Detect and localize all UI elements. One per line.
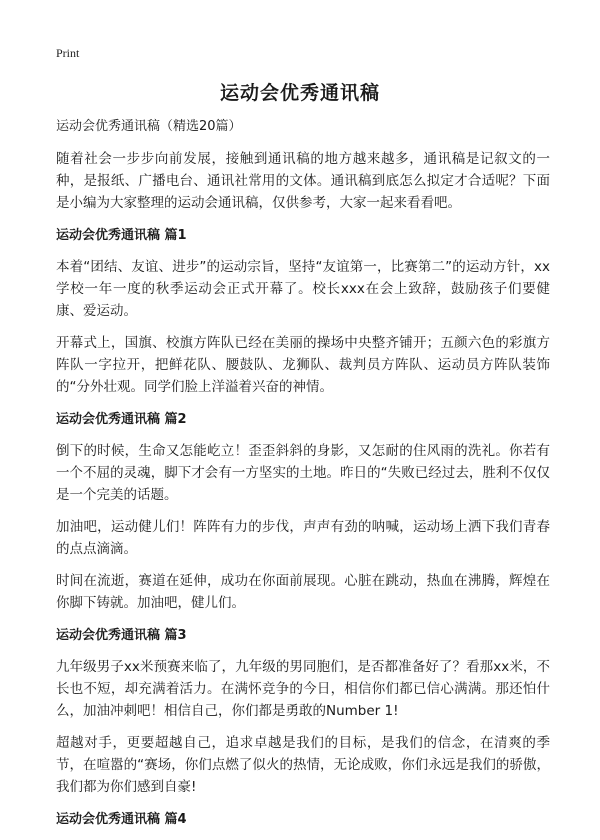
section-1: [56, 226, 550, 398]
section-paragraph: 倒下的时候，生命又怎能屹立！歪歪斜斜的身影，又怎耐的住风雨的洗礼。你若有一个不屈的灵魂，脚下才会有一方坚实的土地。昨日的“失败已经过去，胜利不仅仅是一个完美的话题。: [56, 443, 550, 503]
document-title: 运动会优秀通讯稿: [219, 82, 380, 104]
section-paragraph: 本着“团结、友谊、进步”的运动宗旨，坚持“友谊第一，比赛第二”的运动方针，xx学校一年一度的秋季运动会正式开幕了。校长xxx在会上致辞，鼓励孩子们要健康、爱运动。: [56, 259, 550, 319]
section-paragraph: 开幕式上，国旗、校旗方阵队已经在美丽的操场中央整齐铺开；五颜六色的彩旗方阵队一字拉开，把鲜花队、腰鼓队、龙狮队、裁判员方阵队、运动员方阵队装饰的“分外壮观。同学们脸上洋溢着兴奋的神情。: [56, 335, 550, 395]
section-heading: 运动会优秀通讯稿 篇3: [56, 628, 187, 643]
section-paragraph: 时间在流逝，赛道在延伸，成功在你面前展现。心脏在跳动，热血在沸腾，辉煌在你脚下铸就。加油吧，健儿们。: [56, 573, 550, 611]
section-paragraph: 九年级男子xx米预赛来临了，九年级的男同胞们，是否都准备好了？看那xx米，不长也不短，却充满着活力。在满怀竞争的今日，相信你们都已信心满满。那还怕什么，加油冲刺吧！相信自己，你们都是勇敢的Number 1!: [56, 659, 550, 719]
section-heading: 运动会优秀通讯稿 篇4: [56, 812, 187, 827]
document-body: [56, 118, 550, 840]
document-subtitle: 运动会优秀通讯稿（精选20篇）: [56, 119, 242, 134]
section-2: [56, 410, 550, 614]
section-heading: 运动会优秀通讯稿 篇2: [56, 412, 187, 427]
section-3: [56, 626, 550, 798]
section-4: [56, 810, 550, 830]
section-paragraph: 加油吧，运动健儿们！阵阵有力的步伐，声声有劲的呐喊，运动场上洒下我们青春的点点滴滴。: [56, 519, 550, 557]
section-heading: 运动会优秀通讯稿 篇1: [56, 228, 187, 243]
intro-paragraph: 随着社会一步步向前发展，接触到通讯稿的地方越来越多，通讯稿是记叙文的一种，是报纸、广播电台、通讯社常用的文体。通讯稿到底怎么拟定才合适呢？下面是小编为大家整理的运动会通讯稿，仅供参考，大家一起来看看吧。: [56, 151, 550, 211]
section-paragraph: 超越对手，更要超越自己，追求卓越是我们的目标，是我们的信念，在清爽的季节，在喧嚣的“赛场，你们点燃了似火的热情，无论成败，你们永远是我们的骄傲，我们都为你们感到自豪!: [56, 735, 550, 795]
print-link[interactable]: Print: [56, 46, 80, 60]
